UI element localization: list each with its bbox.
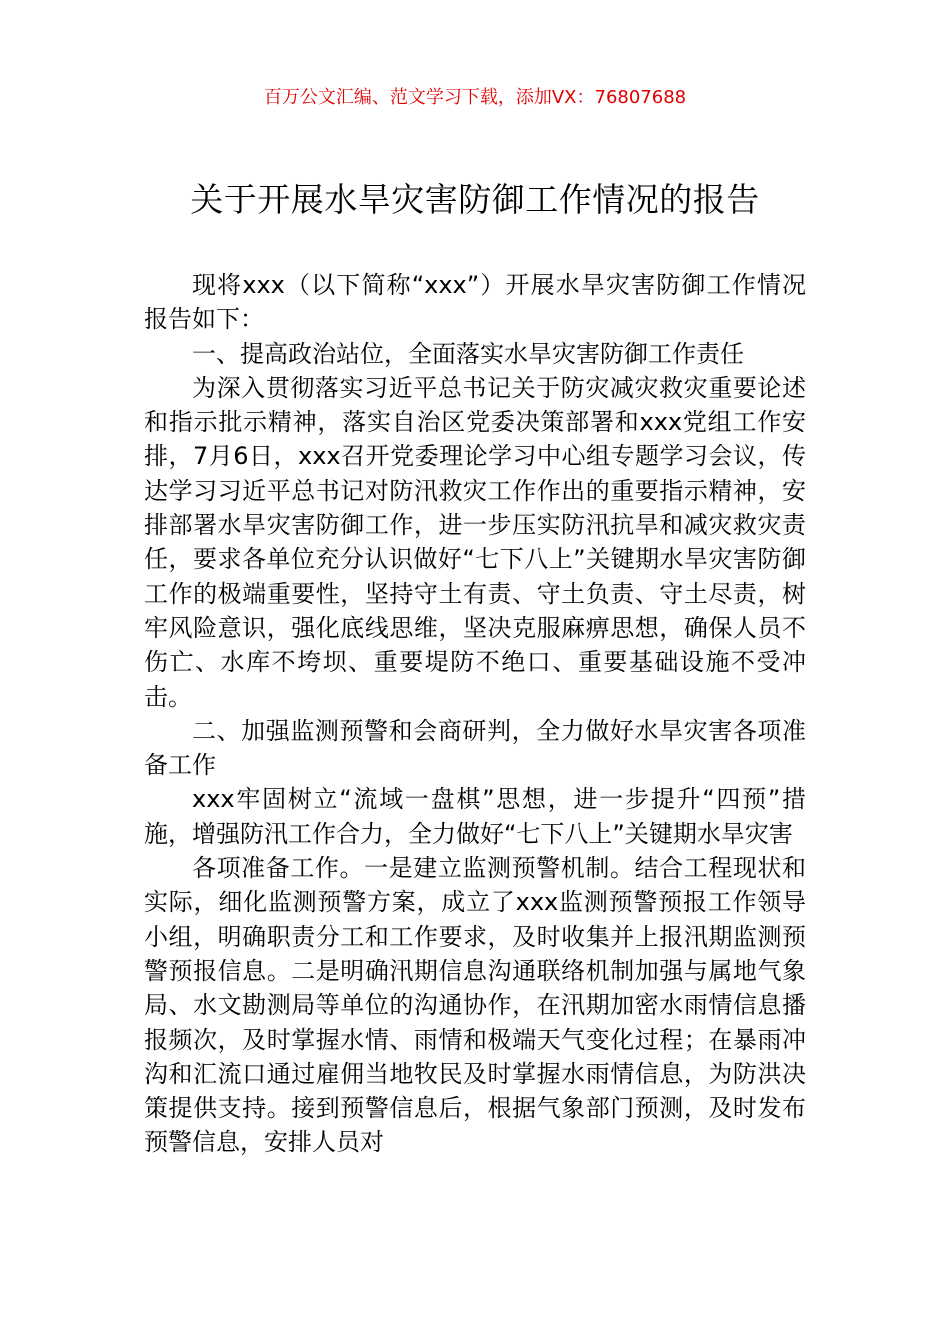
paragraph-section-1: 为深入贯彻落实习近平总书记关于防灾减灾救灾重要论述和指示批示精神，落实自治区党委决策部署和xxx党组工作安排，7月6日，xxx召开党委理论学习中心组专题学习会议，传达学习习近平总书记对防汛救灾工作作出的重要指示精神，安排部署水旱灾害防御工作，进一步压实防汛抗旱和减灾救灾责任，要求各单位充分认识做好“七下八上”关键期水旱灾害防御工作的极端重要性，坚持守土有责、守土负责、守土尽责，树牢风险意识，强化底线思维，坚决克服麻痹思想，确保人员不伤亡、水库不垮坝、重要堤防不绝口、重要基础设施不受冲击。 [144, 373, 806, 711]
document-title: 关于开展水旱灾害防御工作情况的报告 [190, 180, 760, 219]
section-heading-2: 二、加强监测预警和会商研判，全力做好水旱灾害各项准备工作 [144, 716, 806, 780]
paragraph-section-2-body: 各项准备工作。一是建立监测预警机制。结合工程现状和实际，细化监测预警方案，成立了xxx监测预警预报工作领导小组，明确职责分工和工作要求，及时收集并上报汛期监测预警预报信息。二是明确汛期信息沟通联络机制加强与属地气象局、水文勘测局等单位的沟通协作，在汛期加密水雨情信息播报频次，及时掌握水情、雨情和极端天气变化过程；在暴雨冲沟和汇流口通过雇佣当地牧民及时掌握水雨情信息，为防洪决策提供支持。接到预警信息后，根据气象部门预测，及时发布预警信息，安排人员对 [144, 854, 806, 1157]
header-note: 百万公文汇编、范文学习下载，添加VX：76807688 [263, 87, 687, 108]
paragraph-section-2-intro: xxx牢固树立“流域一盘棋”思想，进一步提升“四预”措施，增强防汛工作合力，全力做好“七下八上”关键期水旱灾害 [144, 785, 806, 848]
paragraph-intro: 现将xxx（以下简称“xxx”）开展水旱灾害防御工作情况报告如下： [144, 271, 806, 334]
section-heading-1: 一、提高政治站位，全面落实水旱灾害防御工作责任 [192, 339, 744, 368]
document-body [144, 268, 806, 1160]
